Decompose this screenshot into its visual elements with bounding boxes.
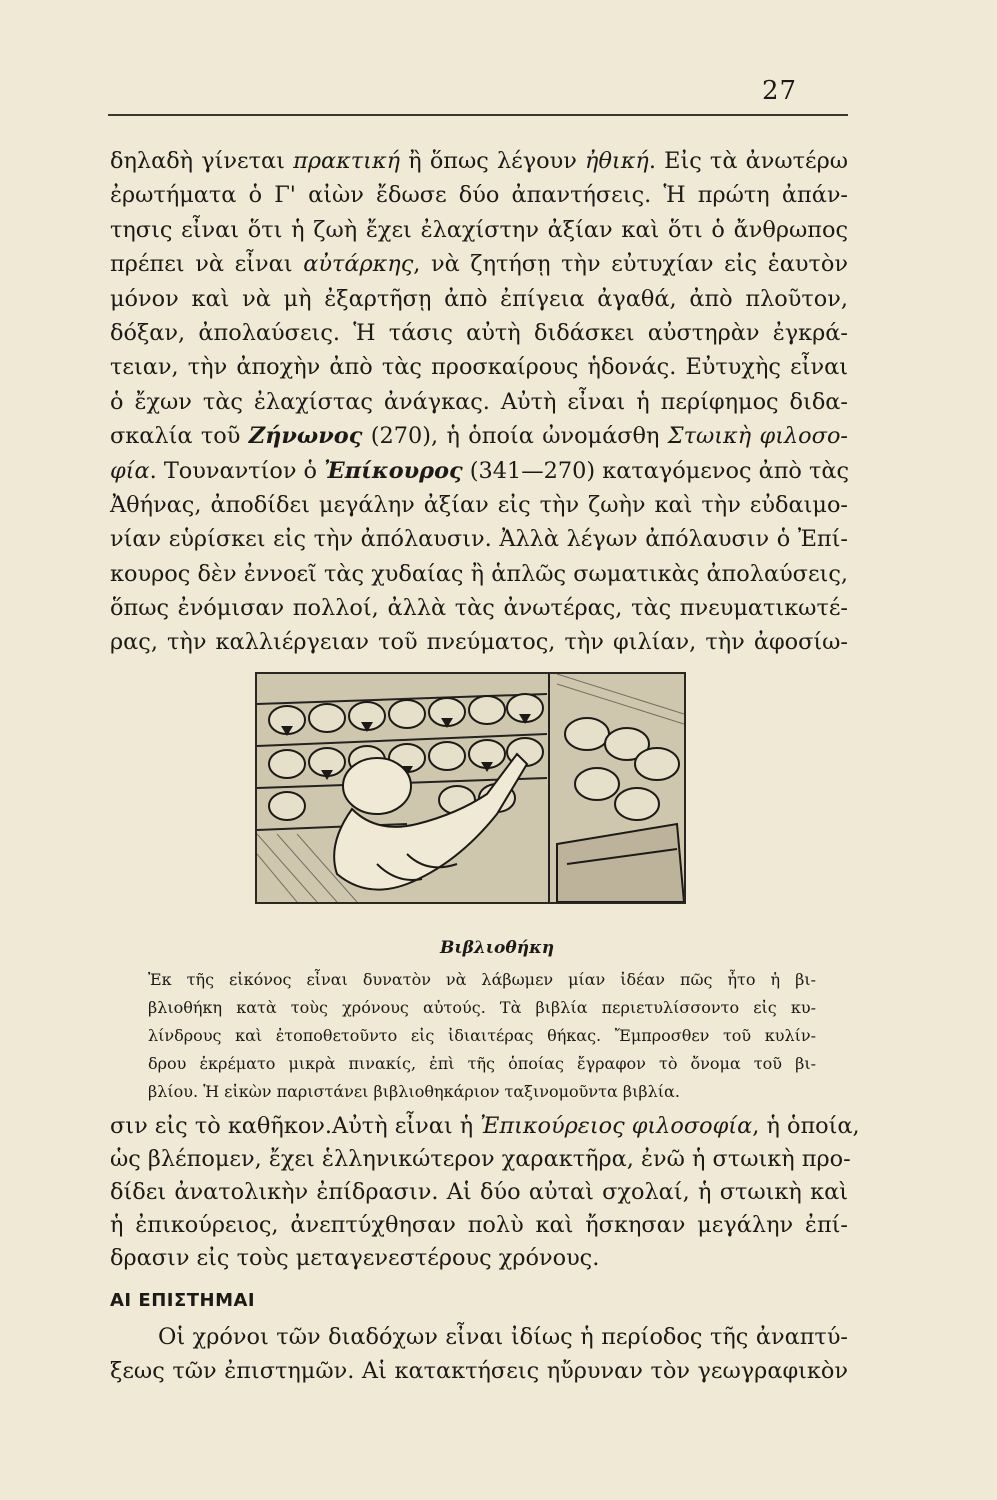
intro-line: ὁ ἔχων τὰς ἐλαχίστας ἀνάγκας. Αὐτὴ εἶναι ἡ περίφημος διδα- <box>110 388 848 415</box>
figure-caption <box>148 966 816 1106</box>
intro-line: δηλαδὴ γίνεται πρακτική ἢ ὅπως λέγουν ἠθική. Εἰς τὰ ἀνωτέρω <box>110 148 849 174</box>
section-line: Οἱ χρόνοι τῶν διαδόχων εἶναι ἰδίως ἡ περίοδος τῆς ἀναπτύ- <box>158 1324 848 1350</box>
intro-line: σκαλία τοῦ Ζήνωνος (270), ἡ ὁποία ὠνομάσθη Στωικὴ φιλοσο- <box>110 423 848 450</box>
closing-line: ἡ ἐπικούρειος, ἀνεπτύχθησαν πολὺ καὶ ἤσκησαν μεγάλην ἐπί- <box>110 1212 848 1238</box>
intro-line: ρας, τὴν καλλιέργειαν τοῦ πνεύματος, τὴν φιλίαν, τὴν ἀφοσίω- <box>110 629 848 656</box>
header-rule <box>108 114 848 116</box>
intro-paragraph <box>110 144 848 660</box>
section-line: ξεως τῶν ἐπιστημῶν. Αἱ κατακτήσεις ηὔρυναν τὸν γεωγραφικὸν <box>110 1358 848 1384</box>
closing-line: δίδει ἀνατολικὴν ἐπίδρασιν. Αἱ δύο αὐταὶ σχολαί, ἡ στωικὴ καὶ <box>110 1179 848 1205</box>
intro-line: κουρος δὲν ἐννοεῖ τὰς χυδαίας ἢ ἁπλῶς σωματικὰς ἀπολαύσεις, <box>110 560 848 587</box>
library-engraving-icon <box>257 674 684 902</box>
closing-paragraph <box>110 1110 860 1275</box>
intro-line: φία. Τουναντίον ὁ Ἐπίκουρος (341—270) καταγόμενος ἀπὸ τὰς <box>110 457 850 484</box>
library-illustration <box>255 672 686 904</box>
caption-line: Ἐκ τῆς εἰκόνος εἶναι δυνατὸν νὰ λάβωμεν μίαν ἰδέαν πῶς ἦτο ἡ βι- <box>148 970 816 989</box>
caption-line: λίνδρους καὶ ἐτοποθετοῦντο εἰς ἰδιαιτέρας θήκας. Ἔμπροσθεν τοῦ κυλίν- <box>148 1026 816 1045</box>
page-number: 27 <box>762 76 798 106</box>
caption-line: βλιοθήκη κατὰ τοὺς χρόνους αὐτούς. Τὰ βιβλία περιετυλίσσοντο εἰς κυ- <box>148 998 816 1017</box>
intro-line: Ἀθήνας, ἀποδίδει μεγάλην ἀξίαν εἰς τὴν ζωὴν καὶ τὴν εὐδαιμο- <box>110 491 848 518</box>
figure-title: Βιβλιοθήκη <box>440 938 555 958</box>
section-paragraph <box>110 1320 848 1388</box>
caption-line: δρου ἐκρέματο μικρὰ πινακίς, ἐπὶ τῆς ὁποίας ἔγραφον τὸ ὄνομα τοῦ βι- <box>148 1054 816 1073</box>
intro-line: ἐρωτήματα ὁ Γ' αἰὼν ἔδωσε δύο ἀπαντήσεις. Ἡ πρώτη ἀπάν- <box>110 182 848 209</box>
intro-line: νίαν εὑρίσκει εἰς τὴν ἀπόλαυσιν. Ἀλλὰ λέγων ἀπόλαυσιν ὁ Ἐπί- <box>110 526 848 553</box>
intro-line: μόνον καὶ νὰ μὴ ἐξαρτῆσῃ ἀπὸ ἐπίγεια ἀγαθά, ἀπὸ πλοῦτον, <box>110 285 848 312</box>
closing-line: δρασιν εἰς τοὺς μεταγενεστέρους χρόνους. <box>110 1245 600 1271</box>
section-heading: ΑΙ ΕΠΙΣΤΗΜΑΙ <box>110 1290 256 1311</box>
intro-line: πρέπει νὰ εἶναι αὐτάρκης, νὰ ζητήσῃ τὴν εὐτυχίαν εἰς ἑαυτὸν <box>110 251 848 278</box>
intro-line: τειαν, τὴν ἀποχὴν ἀπὸ τὰς προσκαίρους ἡδονάς. Εὐτυχὴς εἶναι <box>110 354 848 381</box>
caption-line: βλίου. Ἡ εἰκὼν παριστάνει βιβλιοθηκάριον ταξινομοῦντα βιβλία. <box>148 1082 680 1101</box>
intro-line: ὅπως ἐνόμισαν πολλοί, ἀλλὰ τὰς ἀνωτέρας, τὰς πνευματικωτέ- <box>110 595 848 622</box>
intro-line: τησις εἶναι ὅτι ἡ ζωὴ ἔχει ἐλαχίστην ἀξίαν καὶ ὅτι ὁ ἄνθρωπος <box>110 216 848 243</box>
closing-line: σιν εἰς τὸ καθῆκον.Αὐτὴ εἶναι ἡ Ἐπικούρειος φιλοσοφία, ἡ ὁποία, <box>110 1113 860 1139</box>
closing-line: ὡς βλέπομεν, ἔχει ἑλληνικώτερον χαρακτῆρα, ἐνῶ ἡ στωικὴ προ- <box>110 1146 851 1172</box>
intro-line: δόξαν, ἀπολαύσεις. Ἡ τάσις αὐτὴ διδάσκει αὐστηρὰν ἐγκρά- <box>110 319 848 346</box>
